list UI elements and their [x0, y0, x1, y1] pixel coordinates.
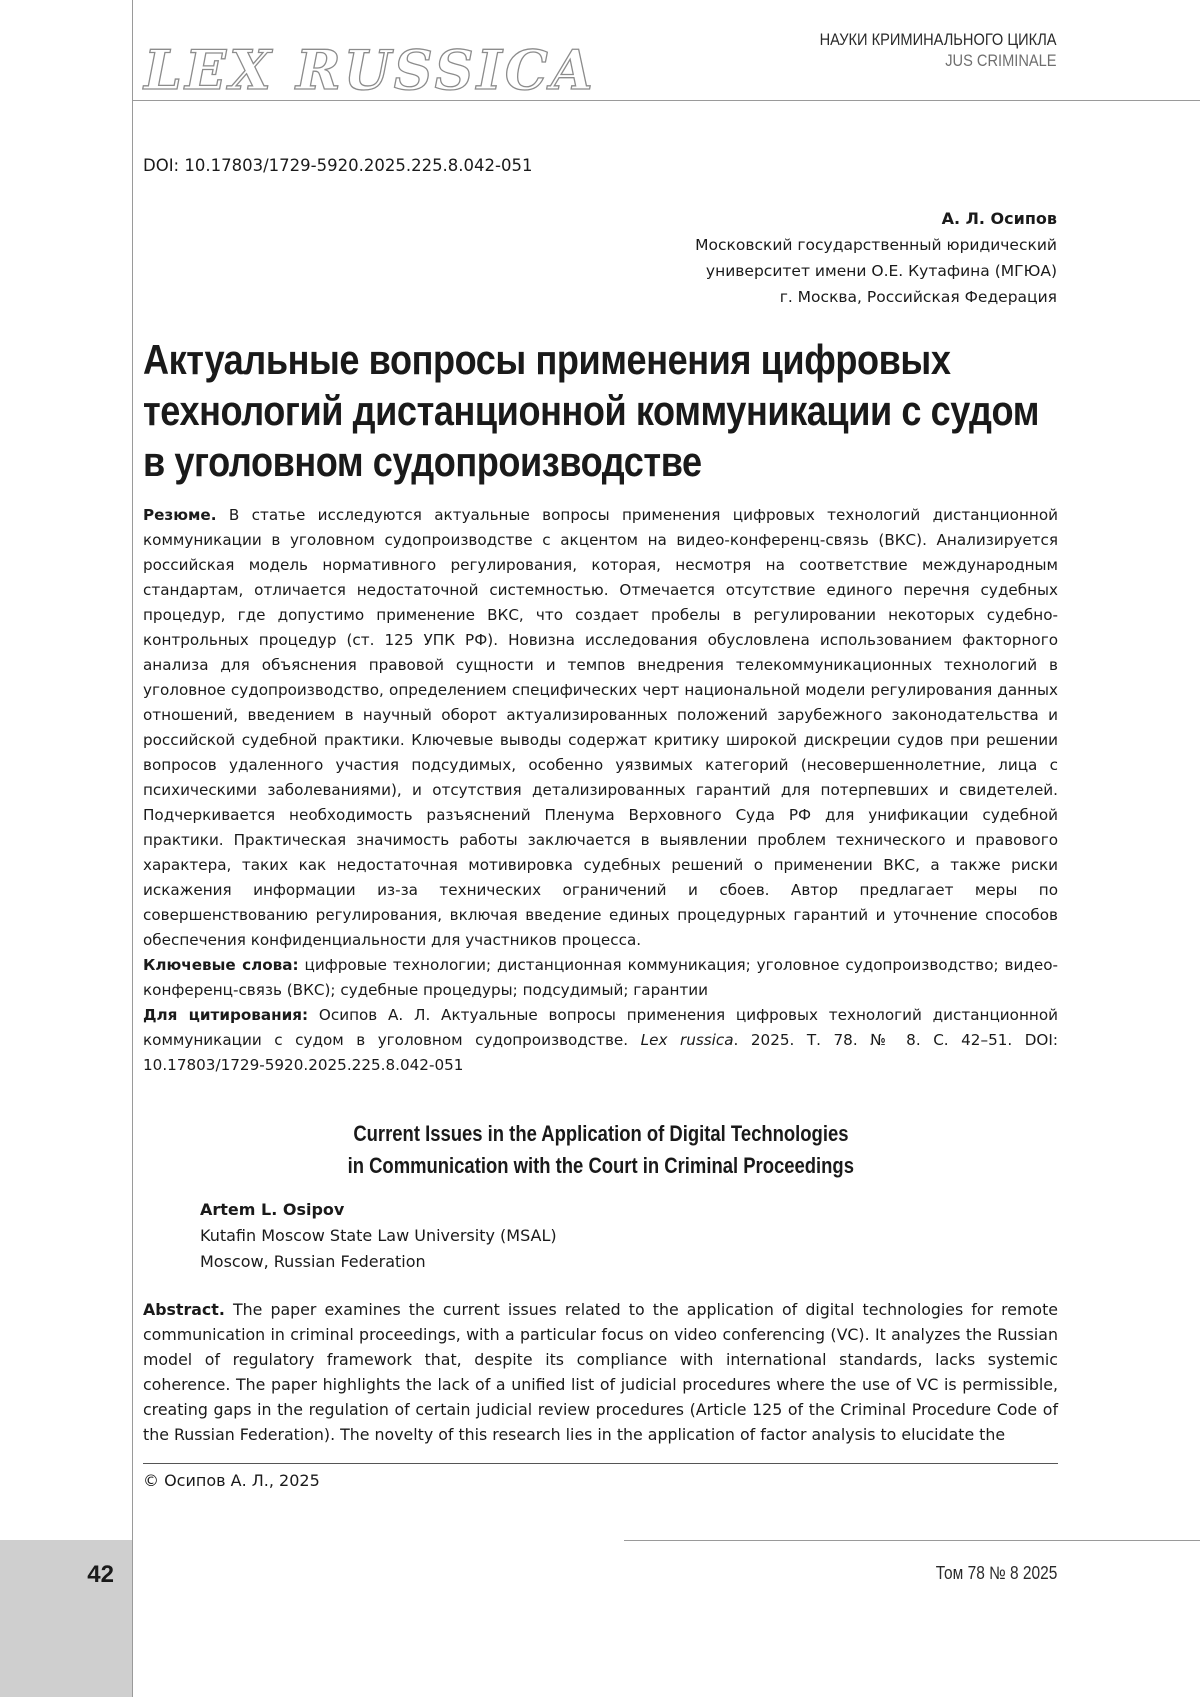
- footer-rule: [624, 1540, 1200, 1541]
- keywords-ru-label: Ключевые слова:: [143, 956, 299, 974]
- running-header: [781, 30, 1057, 71]
- author-affiliation-en: Kutafin Moscow State Law University (MSAL): [200, 1226, 557, 1245]
- abstract-ru: [143, 503, 1058, 1078]
- author-affiliation-line1: Московский государственный юридический: [695, 236, 1057, 254]
- keywords-ru: [143, 953, 1058, 1003]
- title-en-line: Current Issues in the Application of Digital Technologies: [352, 1121, 849, 1146]
- abstract-ru-text: В статье исследуются актуальные вопросы применения цифровых технологий дистанционной коммуникации в уголовном судопроизводстве с акцентом на видео-конференц-связь (ВКС). Анализируется российская модель нормативного регулирования, которая, несмотря на соответствие международным стандартам, отличается недостаточной системностью. Отмечается отсутствие единого перечня судебных процедур, где допустимо применение ВКС, что создает пробелы в регулировании некоторых судебно-контрольных процедур (ст. 125 УПК РФ). Новизна исследования обусловлена использованием факторного анализа для объяснения правовой сущности и темпов внедрения телекоммуникационных технологий в уголовное судопроизводство, определением специфических черт национальной модели регулирования данных отношений, введением в научный оборот актуализированных положений зарубежного законодательства и российской судебной практики. Ключевые выводы содержат критику широкой дискреции судов при решении вопросов удаленного участия подсудимых, особенно уязвимых категорий (несовершеннолетние, лица с психическими заболеваниями), и отсутствия детализированных гарантий для потерпевших и свидетелей. Подчеркивается необходимость разъяснений Пленума Верховного Суда РФ для унификации судебной практики. Практическая значимость работы заключается в выявлении проблем технического и правового характера, таких как недостаточная мотивировка судебных решений о применении ВКС, а также риски искажения информации из-за технических ограничений и сбоев. Автор предлагает меры по совершенствованию регулирования, включая введение единых процедурных гарантий и уточнение способов обеспечения конфиденциальности для участников процесса.: [143, 506, 1058, 949]
- article-title-en: [143, 1118, 1058, 1182]
- article-title-ru: [143, 334, 1089, 487]
- author-affiliation-line2: университет имени О.Е. Кутафина (МГЮА): [705, 262, 1057, 280]
- left-margin-rule: [132, 0, 133, 1697]
- footnote-rule: [143, 1463, 1058, 1464]
- copyright-notice: © Осипов А. Л., 2025: [143, 1471, 320, 1490]
- keywords-ru-text: цифровые технологии; дистанционная коммуникация; уголовное судопроизводство; видео-конференц-связь (ВКС); судебные процедуры; подсудимый; гарантии: [143, 956, 1058, 999]
- author-block-en: [200, 1197, 557, 1275]
- citation-ru-text: Осипов А. Л. Актуальные вопросы применения цифровых технологий дистанционной коммуникации с судом в уголовном судопроизводстве.: [143, 1006, 1058, 1049]
- author-name-ru: А. Л. Осипов: [941, 209, 1057, 228]
- section-title: НАУКИ КРИМИНАЛЬНОГО ЦИКЛА: [820, 30, 1057, 49]
- title-en-line: in Communication with the Court in Criminal Proceedings: [347, 1153, 854, 1178]
- abstract-ru-label: Резюме.: [143, 506, 217, 524]
- abstract-en-label: Abstract.: [143, 1300, 225, 1319]
- citation-ru: [143, 1003, 1058, 1078]
- citation-ru-tail: . 2025. Т. 78. № 8. С. 42–51. DOI: 10.17803/1729-5920.2025.225.8.042-051: [143, 1031, 1058, 1074]
- title-ru-line: технологий дистанционной коммуникации с судом: [143, 387, 1039, 434]
- abstract-en-text: The paper examines the current issues related to the application of digital technologies for remote communication in criminal proceedings, with a particular focus on video conferencing (VC). It analyzes the Russian model of regulatory framework that, despite its compliance with international standards, lacks systemic coherence. The paper highlights the lack of a unified list of judicial procedures where the use of VC is permissible, creating gaps in the regulation of certain judicial review procedures (Article 125 of the Criminal Procedure Code of the Russian Federation). The novelty of this research lies in the application of factor analysis to elucidate the: [143, 1300, 1058, 1444]
- journal-logo: LEX RUSSICA: [144, 38, 596, 102]
- section-subtitle: JUS CRIMINALE: [945, 51, 1057, 70]
- author-name-en: Artem L. Osipov: [200, 1200, 345, 1219]
- issue-info: Том 78 № 8 2025: [935, 1563, 1057, 1583]
- abstract-en: [143, 1297, 1058, 1447]
- title-ru-line: в уголовном судопроизводстве: [143, 438, 702, 485]
- abstract-ru-paragraph: [143, 503, 1058, 953]
- citation-ru-journal: Lex russica: [640, 1031, 734, 1049]
- author-location-en: Moscow, Russian Federation: [200, 1252, 426, 1271]
- title-ru-line: Актуальные вопросы применения цифровых: [143, 336, 951, 383]
- doi: DOI: 10.17803/1729-5920.2025.225.8.042-051: [143, 156, 533, 175]
- author-location-ru: г. Москва, Российская Федерация: [779, 288, 1057, 306]
- citation-ru-label: Для цитирования:: [143, 1006, 309, 1024]
- page-number: 42: [87, 1561, 114, 1588]
- author-block-ru: [695, 206, 1057, 310]
